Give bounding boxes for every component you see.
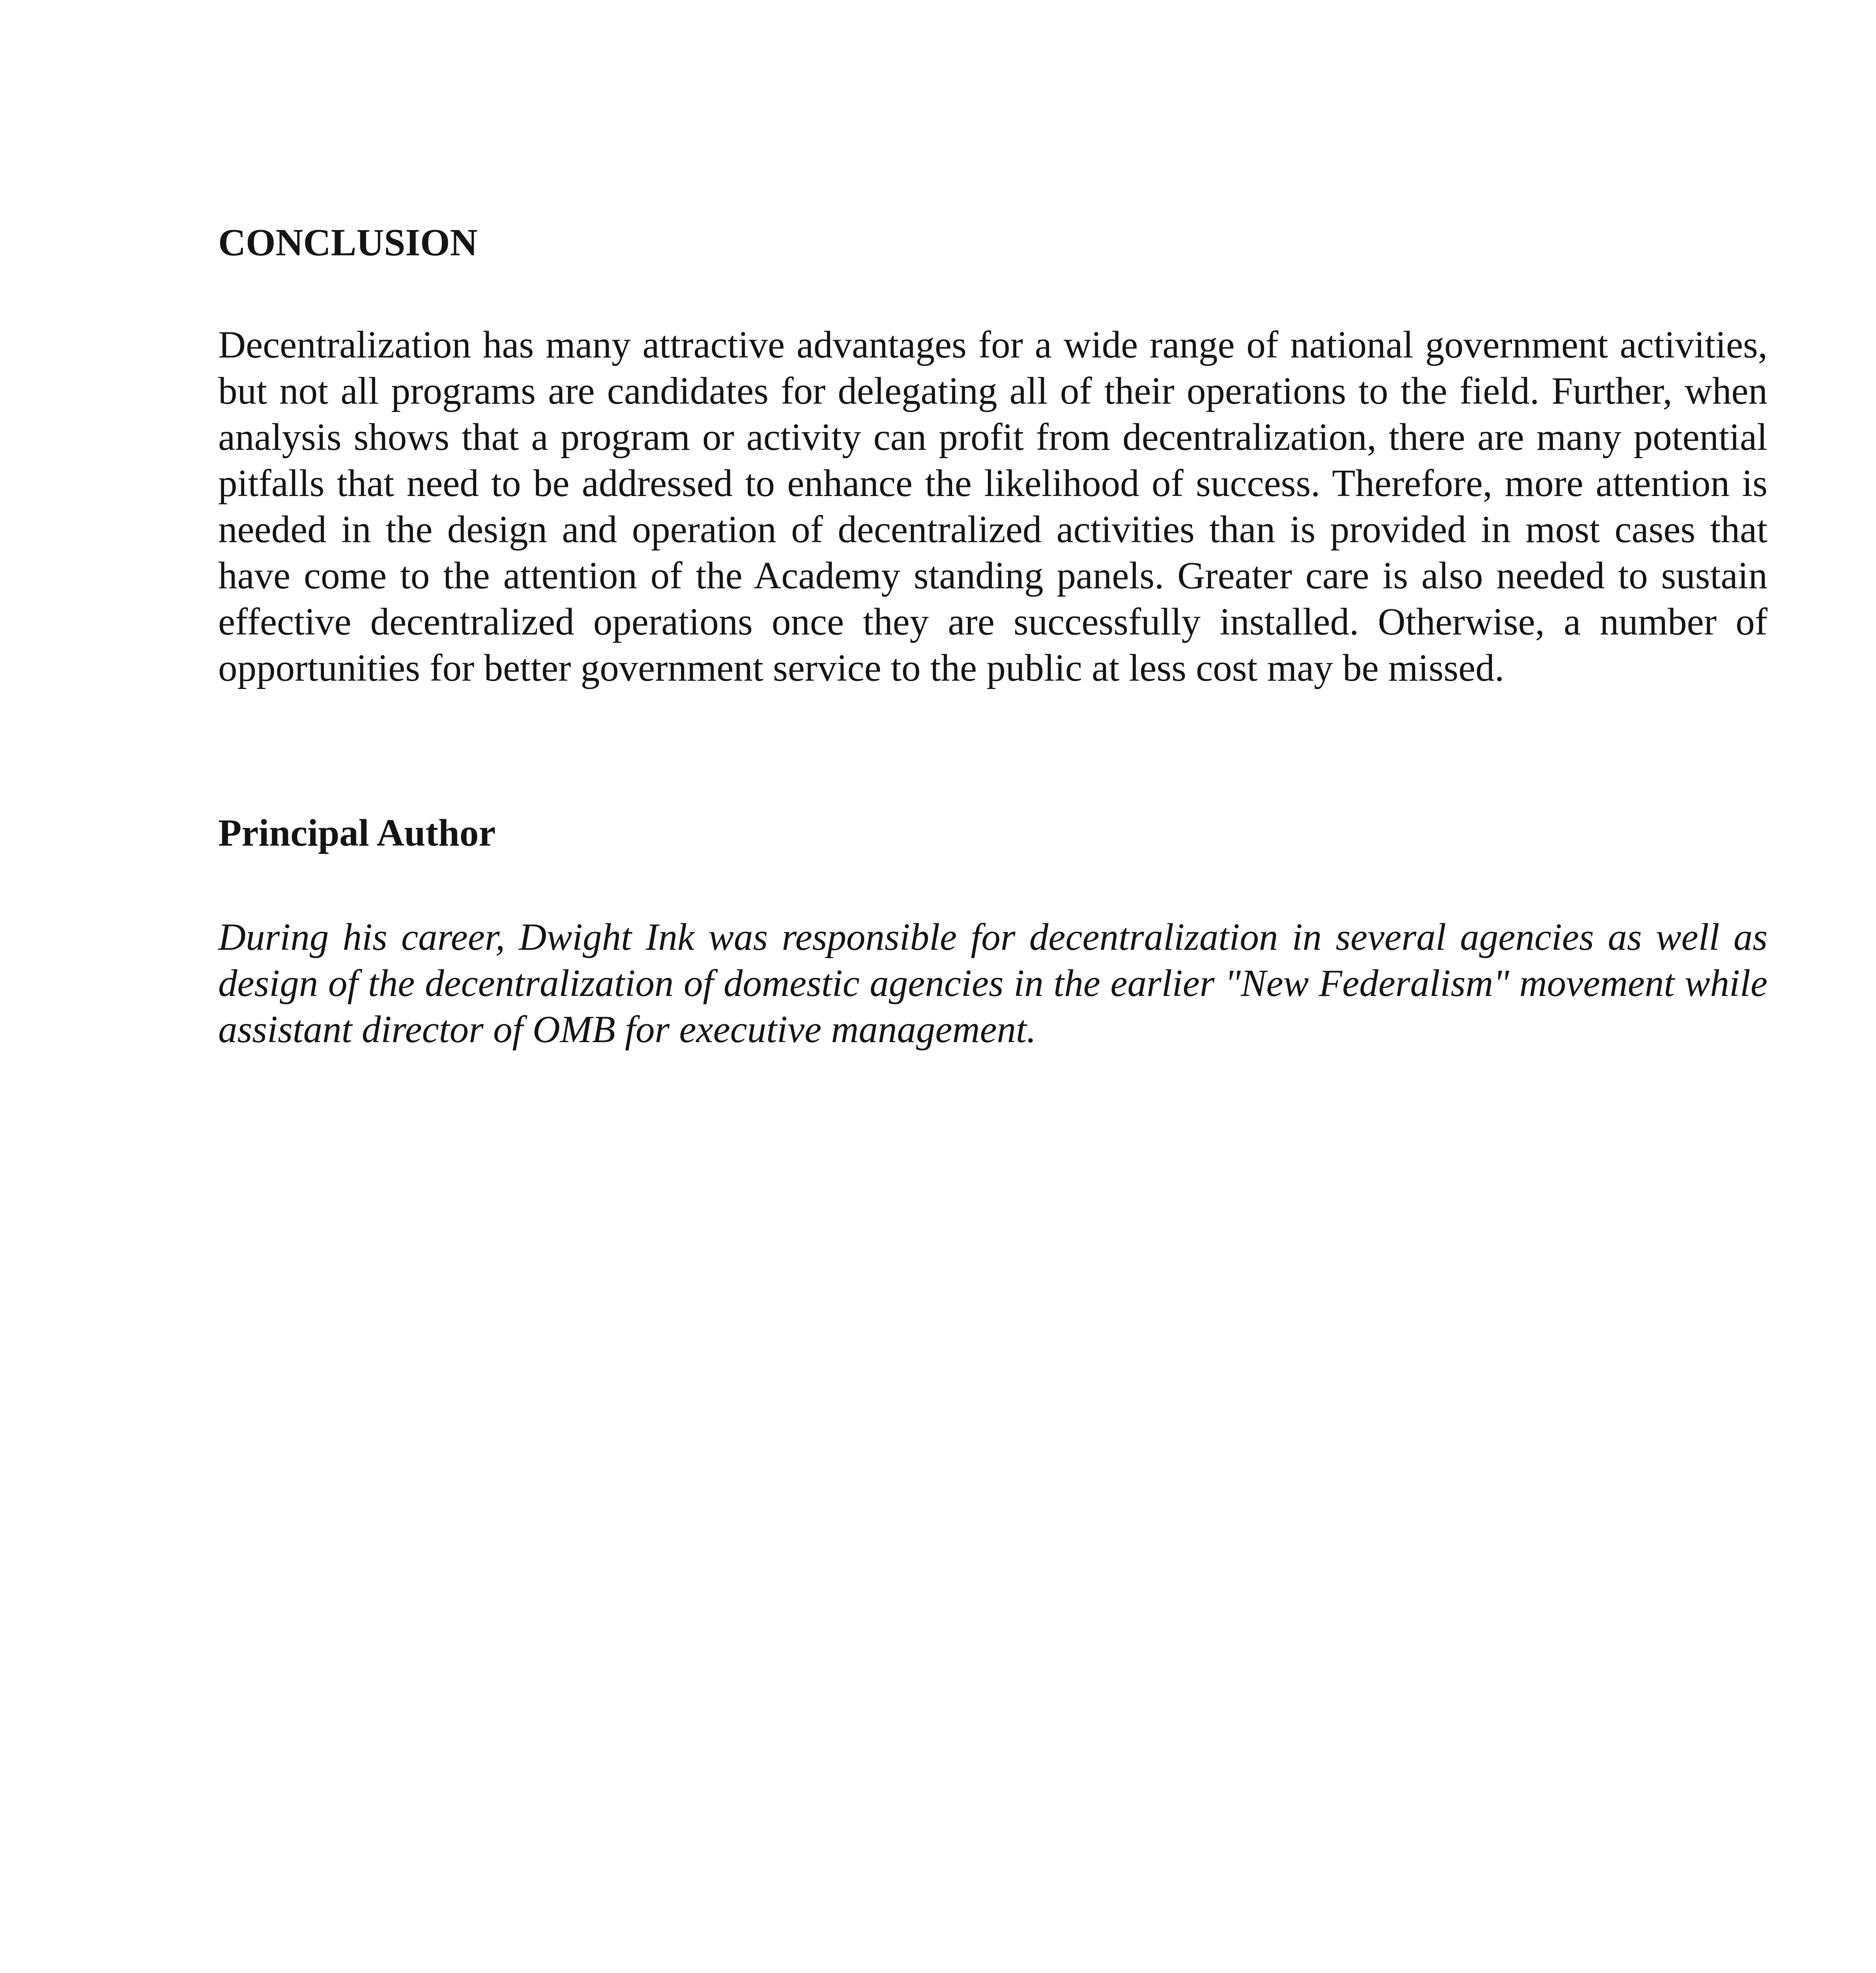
page-content <box>218 219 1768 1052</box>
principal-author-heading: Principal Author <box>218 812 496 854</box>
conclusion-heading: CONCLUSION <box>218 221 478 264</box>
author-bio-paragraph: During his career, Dwight Ink was responsible for decentralization in several agencies as well as design of the decentralization of domestic agencies in the earlier "New Federalism" movement while assistant director of OMB for executive management. <box>218 916 1768 1050</box>
conclusion-paragraph: Decentralization has many attractive advantages for a wide range of national government activities, but not all programs are candidates for delegating all of their operations to the field. Further, when analysis shows that a program or activity can profit from decentralization, there are many potential pitfalls that need to be addressed to enhance the likelihood of success. Therefore, more attention is needed in the design and operation of decentralized activities than is provided in most cases that have come to the attention of the Academy standing panels. Greater care is also needed to sustain effective decentralized operations once they are successfully installed. Otherwise, a number of opportunities for better government service to the public at less cost may be missed. <box>218 324 1768 689</box>
